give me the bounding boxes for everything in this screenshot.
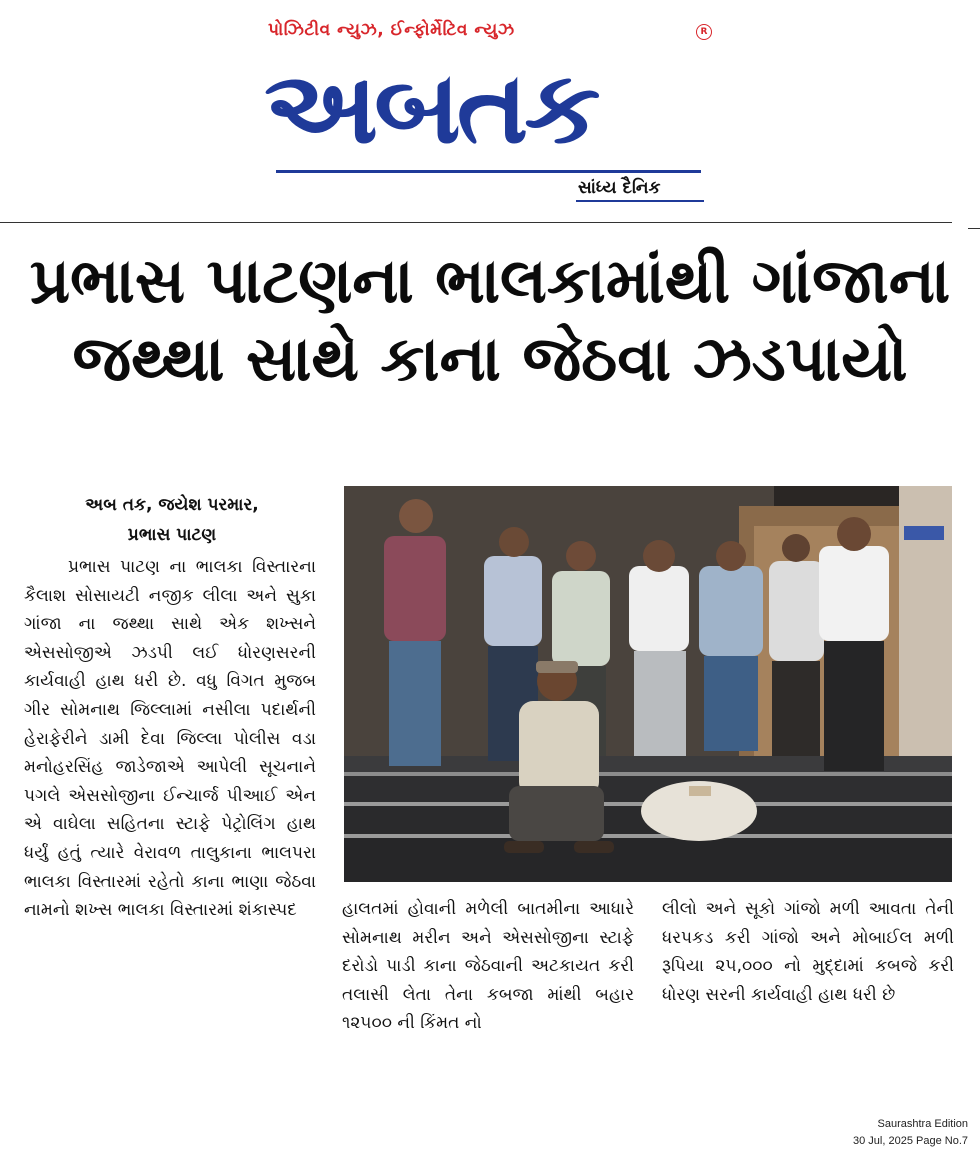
registered-trademark-icon: R	[696, 24, 712, 40]
article-headline	[20, 242, 960, 398]
byline-location: પ્રભાસ પાટણ	[127, 525, 217, 545]
article-column-2: હાલતમાં હોવાની મળેલી બાતમીના આધારે સોમનાથ મરીન અને એસસોજીના સ્ટાફે દરોડો પાડી કાના જેઠવાની અટકાયત કરી તલાસી લેતા તેના કબજા માંથી બહાર ૧૨૫૦૦ ની કિંમત નો	[342, 899, 634, 1034]
logo-underline	[276, 170, 701, 173]
arrested-suspect-with-police-photo	[344, 486, 952, 882]
masthead-tagline: પોઝિટીવ ન્યુઝ, ઈન્ફોર્મેટિવ ન્યુઝ	[268, 20, 515, 40]
news-photo	[344, 486, 952, 882]
masthead-subtitle: સાંધ્ય દૈનિક	[578, 178, 661, 198]
byline-author: અબ તક, જયેશ પરમાર,	[85, 495, 259, 515]
article-column-1: પ્રભાસ પાટણ ના ભાલકા વિસ્તારના કૈલાશ સોસાયટી નજીક લીલા અને સુકા ગાંજા ના જથ્થા સાથે એક શખ્સને એસસોજીએ ઝડપી લઈ ધોરણસરની કાર્યવાહી હાથ ધરી છે. વધુ વિગત મુજબ ગીર સોમનાથ જિલ્લામાં નસીલા પદાર્થની હેરાફેરીને ડામી દેવા જિલ્લા પોલીસ વડા મનોહરસિંહ જાડેજાએ આપેલી સૂચનાને પગલે એસસોજીના ઈન્ચાર્જ પીઆઈ એન એ વાઘેલા સહિતના સ્ટાફે પેટ્રોલિંગ હાથ ધર્યું હતું ત્યારે વેરાવળ તાલુકાના ભાલપરા ભાલકા વિસ્તારમાં રહેતો કાના ભાણા જેઠવા નામનો શખ્સ ભાલકા વિસ્તારમાં શંકાસ્પદ	[24, 557, 316, 921]
edition-name: Saurashtra Edition	[877, 1118, 968, 1130]
article-byline	[28, 490, 316, 550]
header-divider	[0, 222, 952, 223]
edition-info	[853, 1116, 968, 1150]
masthead	[264, 20, 714, 205]
crop-mark	[968, 228, 980, 229]
newspaper-logo: અબતક	[264, 50, 597, 166]
article-column-3: લીલો અને સૂકો ગાંજો મળી આવતા તેની ધરપકડ કરી ગાંજો અને મોબાઈલ મળી રૂપિયા ૨૫,૦૦૦ નો મુદ્દામાં કબજે કરી ધોરણ સરની કાર્યવાહી હાથ ધરી છે	[662, 899, 954, 1005]
headline-line-1: પ્રભાસ પાટણના ભાલકામાંથી ગાંજાના	[29, 244, 951, 317]
edition-date-page: 30 Jul, 2025 Page No.7	[853, 1135, 968, 1147]
subtitle-underline	[576, 200, 704, 202]
headline-line-2: જથ્થા સાથે કાના જેઠવા ઝડપાયો	[72, 322, 908, 395]
